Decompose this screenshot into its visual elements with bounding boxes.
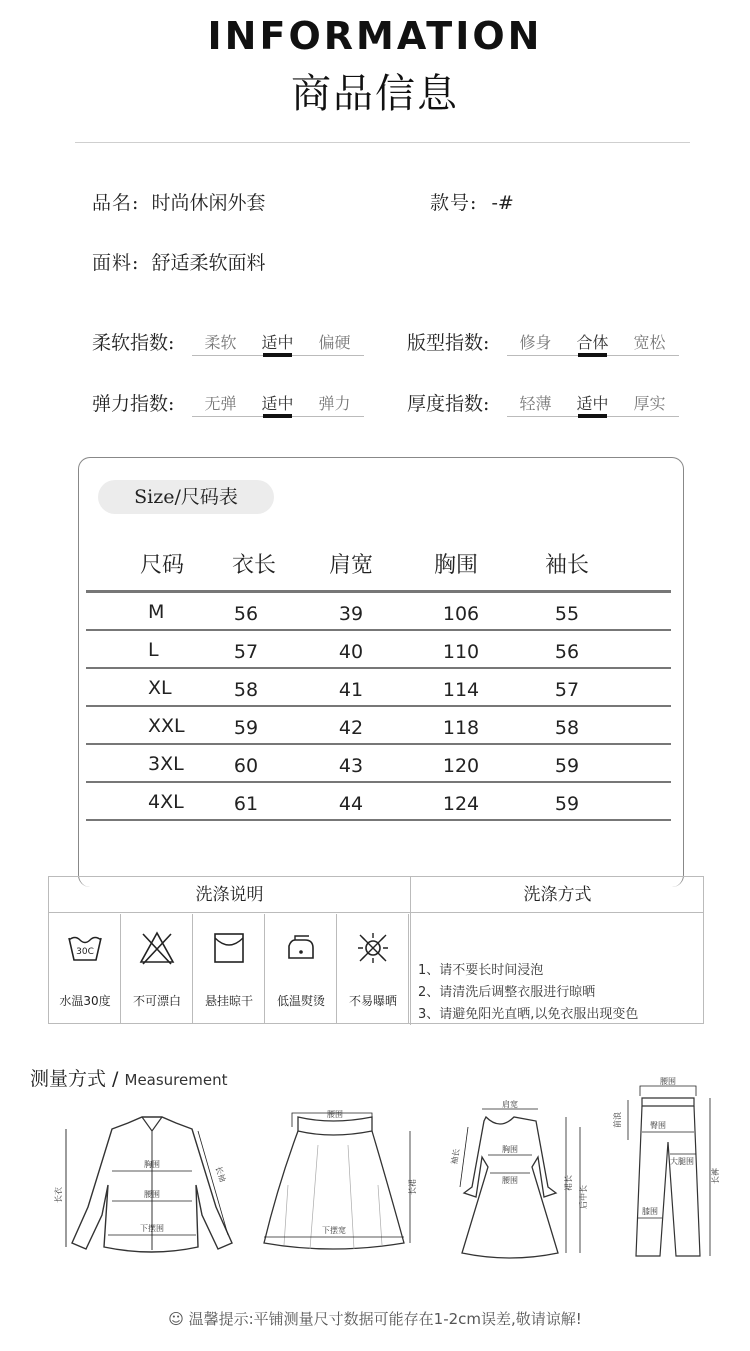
size-cell: XXL <box>148 715 185 737</box>
table-cell: 58 <box>554 717 580 739</box>
measurement-title-en: Measurement <box>124 1071 228 1089</box>
table-row <box>86 631 671 669</box>
scale-title: 柔软指数: <box>92 332 175 354</box>
table-row <box>86 593 671 631</box>
shirt-length-label: 长衣 <box>54 1187 63 1203</box>
shirt-chest-label: 胸围 <box>144 1160 160 1169</box>
table-cell: 42 <box>338 717 364 739</box>
skirt-length-label: 长裙 <box>408 1179 417 1195</box>
scale-option: 修身 <box>519 333 552 352</box>
no-sun-icon <box>355 930 391 966</box>
size-table-header <box>86 540 671 590</box>
wash-method-title: 洗涤方式 <box>411 877 704 913</box>
col-header-sleeve: 袖长 <box>544 553 590 578</box>
scale-option: 宽松 <box>633 333 666 352</box>
table-cell: 106 <box>442 603 480 625</box>
table-cell: 57 <box>554 679 580 701</box>
table-cell: 59 <box>554 793 580 815</box>
table-row <box>86 707 671 745</box>
scale-option-selected: 适中 <box>564 391 621 414</box>
skirt-waist-label: 腰围 <box>327 1110 343 1119</box>
product-name-value: 时尚休闲外套 <box>151 192 266 214</box>
care-note: 3、请避免阳光直晒,以免衣服出现变色 <box>418 1007 639 1022</box>
table-row <box>86 783 671 821</box>
col-header-size: 尺码 <box>139 553 185 578</box>
dress-shoulder-label: 肩宽 <box>502 1100 518 1109</box>
scale-option-selected: 适中 <box>249 391 306 414</box>
table-cell: 41 <box>338 679 364 701</box>
care-note: 1、请不要长时间浸泡 <box>418 963 544 978</box>
pants-waist-label: 腰围 <box>660 1077 676 1086</box>
style-number-label: 款号: <box>430 192 478 214</box>
care-caption: 低温熨烫 <box>276 994 325 1008</box>
table-cell: 44 <box>338 793 364 815</box>
scale-options <box>507 391 679 417</box>
pants-thigh-label: 大腿围 <box>670 1157 694 1166</box>
table-cell: 56 <box>233 603 259 625</box>
size-cell: 4XL <box>148 791 184 813</box>
size-table-body <box>86 593 671 821</box>
title-cn: 商品信息 <box>291 71 459 117</box>
care-caption: 悬挂晾干 <box>204 994 253 1008</box>
table-cell: 57 <box>233 641 259 663</box>
table-cell: 43 <box>338 755 364 777</box>
care-caption: 不可漂白 <box>132 994 181 1008</box>
pants-front-rise-label: 前浪 <box>613 1112 622 1128</box>
low-iron-icon <box>283 930 319 966</box>
table-cell: 39 <box>338 603 364 625</box>
hang-dry-icon <box>211 930 247 966</box>
measurement-title <box>30 1064 227 1091</box>
measurement-title-cn: 测量方式 <box>30 1068 107 1090</box>
wash-30-icon <box>67 930 103 966</box>
size-table <box>86 540 671 821</box>
scale-option: 柔软 <box>204 333 237 352</box>
table-cell: 120 <box>442 755 480 777</box>
scale-option: 弹力 <box>318 394 351 413</box>
scale-option: 厚实 <box>633 394 666 413</box>
title-en: INFORMATION <box>207 14 543 58</box>
size-cell: M <box>148 601 165 623</box>
table-cell: 118 <box>442 717 480 739</box>
shirt-waist-label: 腰围 <box>144 1190 160 1199</box>
pants-measure-figure <box>606 1077 726 1265</box>
care-caption: 水温30度 <box>59 994 111 1008</box>
no-bleach-icon <box>139 930 175 966</box>
fabric <box>92 248 265 275</box>
care-caption: 不易曝晒 <box>348 994 397 1008</box>
scale-title: 版型指数: <box>407 332 490 354</box>
product-name-label: 品名: <box>92 192 140 214</box>
pants-knee-label: 膝围 <box>642 1207 658 1216</box>
product-name <box>92 188 265 215</box>
fabric-value: 舒适柔软面料 <box>151 252 266 274</box>
dress-back-length-label: 后中长 <box>579 1185 588 1209</box>
table-cell: 40 <box>338 641 364 663</box>
pants-hip-label: 臀围 <box>650 1121 666 1130</box>
shirt-measure-figure <box>56 1115 252 1260</box>
dress-measure-figure <box>440 1097 590 1267</box>
skirt-hem-label: 下摆宽 <box>322 1226 346 1235</box>
dress-sleeve-label: 袖长 <box>449 1147 462 1166</box>
care-notes <box>418 960 638 1026</box>
care-note: 2、请清洗后调整衣服进行晾晒 <box>418 985 596 1000</box>
table-cell: 55 <box>554 603 580 625</box>
care-wash-30 <box>49 914 121 1024</box>
measurement-separator: / <box>106 1068 125 1090</box>
scale-title: 弹力指数: <box>92 393 175 415</box>
table-cell: 59 <box>233 717 259 739</box>
table-cell: 58 <box>233 679 259 701</box>
pants-length-label: 长裤 <box>711 1168 720 1184</box>
table-row <box>86 745 671 783</box>
table-cell: 60 <box>233 755 259 777</box>
scale-options <box>507 330 679 356</box>
size-chart-title: Size/尺码表 <box>98 480 274 514</box>
table-row <box>86 669 671 707</box>
table-cell: 59 <box>554 755 580 777</box>
scale-options <box>192 391 364 417</box>
size-cell: XL <box>148 677 172 699</box>
care-divider <box>410 877 411 1025</box>
scale-option-selected: 适中 <box>249 330 306 353</box>
table-cell: 61 <box>233 793 259 815</box>
care-no-sun <box>337 914 409 1024</box>
col-header-shoulder: 肩宽 <box>328 553 374 578</box>
table-cell: 124 <box>442 793 480 815</box>
size-cell: L <box>148 639 159 661</box>
care-low-iron <box>265 914 337 1024</box>
scale-option: 轻薄 <box>519 394 552 413</box>
col-header-chest: 胸围 <box>433 553 479 578</box>
fabric-label: 面料: <box>92 252 140 274</box>
dress-waist-label: 腰围 <box>502 1176 518 1185</box>
col-header-length: 衣长 <box>231 553 277 578</box>
scale-options <box>192 330 364 356</box>
table-cell: 110 <box>442 641 480 663</box>
style-number-value: -# <box>491 192 514 214</box>
shirt-sleeve-label: 长袖 <box>213 1165 228 1184</box>
care-no-bleach <box>121 914 193 1024</box>
scale-option: 偏硬 <box>318 333 351 352</box>
wash-temp-text: 30C <box>76 947 94 957</box>
dress-chest-label: 胸围 <box>502 1145 518 1154</box>
dress-length-label: 裙长 <box>564 1175 573 1191</box>
care-hang-dry <box>193 914 265 1024</box>
scale-option-selected: 合体 <box>564 330 621 353</box>
header <box>0 0 750 160</box>
scale-title: 厚度指数: <box>407 393 490 415</box>
table-cell: 114 <box>442 679 480 701</box>
shirt-hem-label: 下摆围 <box>140 1224 164 1233</box>
header-divider <box>75 142 690 143</box>
skirt-measure-figure <box>258 1105 418 1260</box>
table-cell: 56 <box>554 641 580 663</box>
scale-option: 无弹 <box>204 394 237 413</box>
care-instructions-title: 洗涤说明 <box>49 877 410 913</box>
size-cell: 3XL <box>148 753 184 775</box>
measurement-tip: ☺ 温馨提示:平铺测量尺寸数据可能存在1-2cm误差,敬请谅解! <box>168 1310 582 1328</box>
style-number <box>430 188 514 215</box>
